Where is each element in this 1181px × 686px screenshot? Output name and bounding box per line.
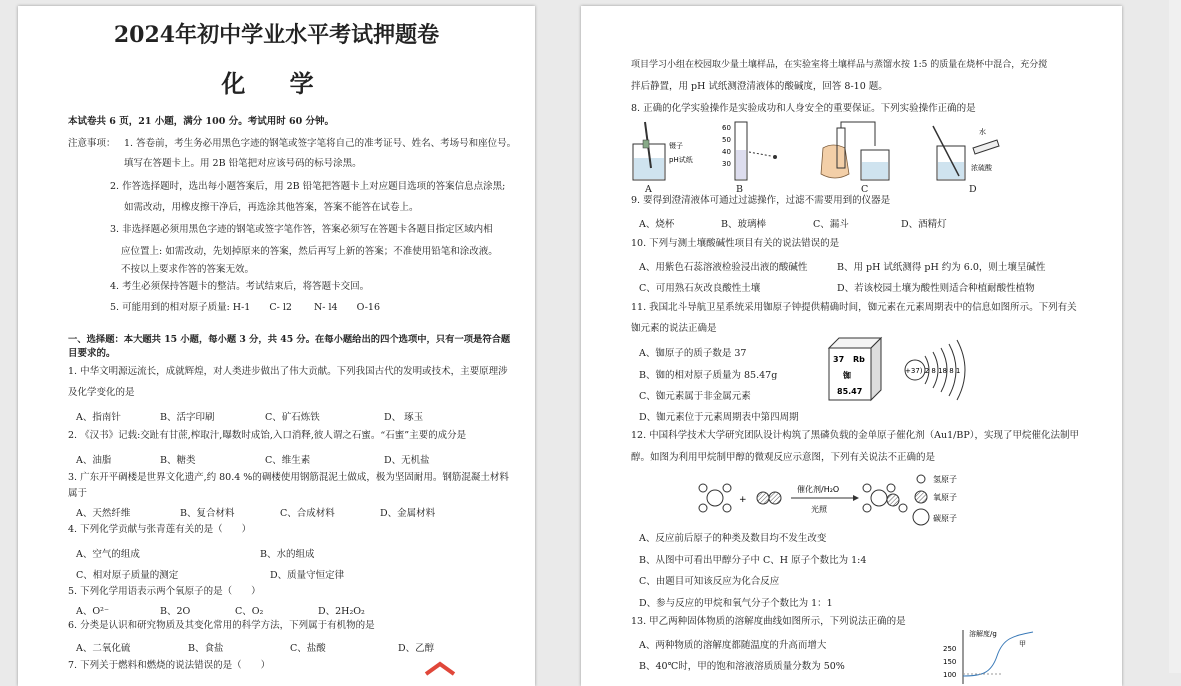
option: C、矿石炼铁: [265, 412, 320, 423]
option: D、铷元素位于元素周期表中第四周期: [639, 412, 799, 423]
option: B、铷的相对原子质量为 85.47g: [639, 370, 778, 381]
section-heading: 一、选择题：本大题共 15 小题，每小题 3 分，共 45 分。在每小题给出的四个选项中，只有一项是符合题: [68, 334, 511, 345]
option: C、合成材料: [280, 508, 335, 519]
question-6: 6. 分类是认识和研究物质及其变化常用的科学方法，下列属于有机物的是: [68, 620, 375, 631]
q8-experiment-figures: [625, 118, 1065, 188]
option: B、水的组成: [260, 549, 315, 560]
option: B、糖类: [160, 455, 196, 466]
option: D、2H₂O₂: [318, 606, 365, 617]
figure-label: B: [736, 184, 743, 195]
option: D、质量守恒定律: [270, 570, 345, 581]
svg-text:水: 水: [979, 128, 986, 136]
option: D、若该校园土壤为酸性则适合种植耐酸性植物: [837, 283, 1035, 294]
rb-name: 铷: [843, 371, 851, 380]
question-13: 13. 甲乙两种固体物质的溶解度曲线如图所示，下列说法正确的是: [631, 616, 906, 627]
option: B、从图中可看出甲醇分子中 C、H 原子个数比为 1:4: [639, 555, 867, 566]
rb-shells: +37) 2 8 18 8 1: [905, 367, 961, 375]
notice-line: 3. 非选择题必须用黑色字迹的钢笔或签字笔作答，答案必须写在答题卡各题目指定区域内相: [110, 224, 493, 235]
option: B、用 pH 试纸测得 pH 约为 6.0，则土壤呈碱性: [837, 262, 1046, 273]
figure-d: [933, 126, 999, 180]
option: D、金属材料: [380, 508, 436, 519]
svg-text:50: 50: [722, 136, 731, 144]
rb-symbol: Rb: [853, 355, 865, 364]
figure-a: [633, 122, 693, 180]
notice-line: 1. 答卷前，考生务必用黑色字迹的钢笔或签字笔将自己的准考证号、姓名、考场号和座位号。: [124, 138, 517, 149]
question-11: 11. 我国北斗导航卫星系统采用铷原子钟提供精确时间，铷元素在元素周期表中的信息如图所示。下列有关: [631, 302, 1077, 313]
question-11: 铷元素的说法正确是: [631, 323, 717, 334]
figure-c: [821, 122, 889, 180]
notice-line: 不按以上要求作答的答案无效。: [121, 264, 255, 275]
option: A、烧杯: [639, 219, 675, 230]
option: C、铷元素属于非金属元素: [639, 391, 751, 402]
option: C、可用熟石灰改良酸性土壤: [639, 283, 761, 294]
rb-mass: 85.47: [837, 387, 863, 396]
passage-intro: 项目学习小组在校园取少量土壤样品，在实验室将土壤样品与蒸馏水按 1:5 的质量在烧杯中混合，充分搅: [631, 60, 1048, 70]
question-9: 9. 要得到澄清液体可通过过滤操作，过滤不需要用到的仪器是: [631, 195, 891, 206]
question-4: 4. 下列化学贡献与张青莲有关的是（ ）: [68, 524, 252, 535]
svg-text:100: 100: [943, 671, 957, 679]
notice-line: 4. 考生必须保持答题卡的整洁。考试结束后，将答题卡交回。: [110, 281, 370, 292]
option: C、漏斗: [813, 219, 849, 230]
exam-page-left: [18, 6, 535, 686]
svg-text:浓硫酸: 浓硫酸: [971, 164, 992, 172]
svg-text:氧原子: 氧原子: [933, 493, 957, 502]
option: B、40℃时，甲的饱和溶液溶质质量分数为 50%: [639, 661, 845, 672]
solubility-chart: [941, 624, 1041, 686]
option: A、二氧化硫: [76, 643, 131, 654]
question-7: 7. 下列关于燃料和燃烧的说法错误的是（ ）: [68, 660, 271, 671]
option: A、天然纤维: [76, 508, 131, 519]
option: D、无机盐: [384, 455, 430, 466]
option: D、参与反应的甲烷和氧气分子个数比为 1：1: [639, 598, 833, 609]
option: B、食盐: [188, 643, 224, 654]
option: A、指南针: [76, 412, 121, 423]
svg-text:碳原子: 碳原子: [933, 514, 957, 523]
figure-label: D: [969, 184, 977, 195]
option: B、活字印刷: [160, 412, 215, 423]
svg-text:40: 40: [722, 148, 731, 156]
option: C、相对原子质量的测定: [76, 570, 179, 581]
question-12: 12. 中国科学技术大学研究团队设计构筑了黑磷负载的金单原子催化剂（Au1/BP），实现了甲烷催化法制甲: [631, 430, 1079, 441]
chart-ylabel: 溶解度/g: [969, 630, 997, 638]
exam-intro: 本试卷共 6 页，21 小题，满分 100 分。考试用时 60 分钟。: [68, 116, 335, 127]
option: A、O²⁻: [76, 606, 109, 617]
option: A、反应前后原子的种类及数目均不发生改变: [639, 533, 827, 544]
option: C、O₂: [235, 606, 264, 617]
exam-page-right: [581, 6, 1122, 686]
rb-number: 37: [833, 355, 845, 364]
svg-text:氢原子: 氢原子: [933, 475, 957, 484]
question-2: 2. 《汉书》记载:交趾有甘蔗,榨取汁,曝数时成饴,入口消释,彼人谓之石蜜。“石蜜”主要的成分是: [68, 430, 467, 441]
question-1: 1. 中华文明源远流长，成就辉煌，对人类进步做出了伟大贡献。下列我国古代的发明或技术，主要原理涉: [68, 366, 508, 377]
subject-title: 化 学: [221, 69, 332, 98]
option: A、空气的组成: [76, 549, 140, 560]
figure-b: [722, 122, 777, 180]
svg-text:+: +: [739, 495, 747, 505]
option: C、盐酸: [290, 643, 326, 654]
option: D、乙醇: [398, 643, 435, 654]
notice-line: 2. 作答选择题时，选出每小题答案后，用 2B 铅笔把答题卡上对应题目选项的答案信息点涂黑;: [110, 181, 506, 192]
figure-label: C: [861, 184, 869, 195]
question-10: 10. 下列与测土壤酸碱性项目有关的说法错误的是: [631, 238, 840, 249]
chevron-up-icon[interactable]: [420, 660, 460, 676]
option: C、维生素: [265, 455, 311, 466]
img-label: pH试纸: [669, 156, 693, 164]
passage-intro: 拌后静置，用 pH 试纸测澄清液体的酸碱度，回答 8-10 题。: [631, 81, 888, 92]
option: B、玻璃棒: [721, 219, 766, 230]
option: A、油脂: [76, 455, 112, 466]
light-label: 光照: [811, 505, 827, 514]
rubidium-element-figure: [825, 334, 975, 404]
question-3: 3. 广东开平碉楼是世界文化遗产,约 80.4 %的碉楼使用钢筋混泥土做成，极为坚固耐用。钢筋混凝土材料: [68, 472, 509, 483]
q12-legend: [911, 471, 991, 531]
svg-text:60: 60: [722, 124, 731, 132]
img-label: 镊子: [669, 142, 683, 150]
option: D、酒精灯: [901, 219, 947, 230]
option: A、铷原子的质子数是 37: [639, 348, 747, 359]
svg-text:250: 250: [943, 645, 957, 653]
question-3: 属于: [68, 488, 88, 499]
option: B、复合材料: [180, 508, 235, 519]
question-8: 8. 正确的化学实验操作是实验成功和人身安全的重要保证。下列实验操作正确的是: [631, 103, 976, 114]
section-heading: 目要求的。: [68, 348, 116, 359]
vertical-scrollbar[interactable]: [1169, 0, 1181, 673]
question-1: 及化学变化的是: [68, 387, 135, 398]
notice-line: 应位置上: 如需改动，先划掉原来的答案，然后再写上新的答案；不准使用铅笔和涂改液。: [121, 246, 498, 257]
figure-label: A: [645, 184, 652, 195]
option: A、用紫色石蕊溶液检验浸出液的酸碱性: [639, 262, 808, 273]
question-5: 5. 下列化学用语表示两个氧原子的是（ ）: [68, 586, 261, 597]
notice-line: 5. 可能用到的相对原子质量: H-1 C- l2 N- l4 O-16: [110, 302, 381, 313]
page-title: 2024年初中学业水平考试押题卷: [113, 22, 440, 48]
notice-label: 注意事项：: [68, 138, 116, 149]
chart-series-label: 甲: [1019, 640, 1026, 648]
option: D、 琢玉: [384, 412, 424, 423]
svg-text:30: 30: [722, 160, 731, 168]
svg-text:150: 150: [943, 658, 957, 666]
option: B、2O: [160, 606, 191, 617]
option: A、两种物质的溶解度都随温度的升高而增大: [639, 640, 827, 651]
option: C、由题目可知该反应为化合反应: [639, 576, 780, 587]
catalyst-label: 催化剂/H₂O: [797, 485, 840, 494]
question-12: 醇。如图为利用甲烷制甲醇的微观反应示意图，下列有关说法不正确的是: [631, 452, 936, 463]
notice-line: 如需改动，用橡皮擦干净后，再选涂其他答案，答案不能答在试卷上。: [124, 202, 419, 213]
notice-line: 填写在答题卡上。用 2B 铅笔把对应该号码的标号涂黑。: [124, 158, 362, 169]
